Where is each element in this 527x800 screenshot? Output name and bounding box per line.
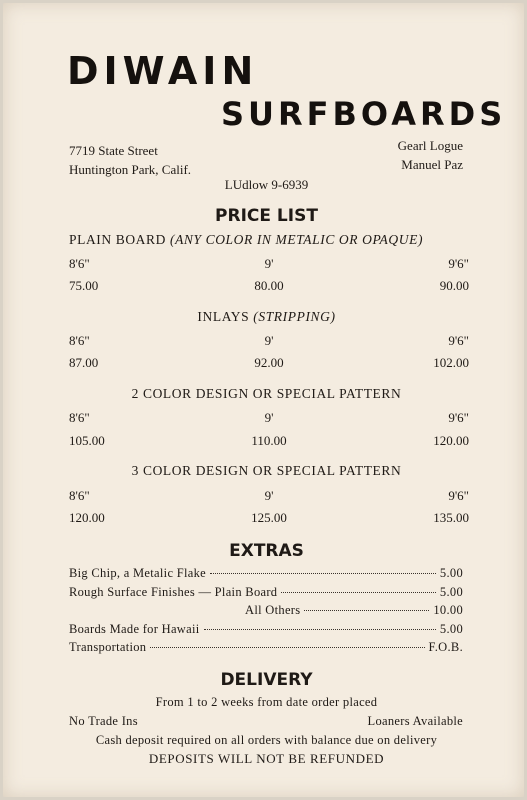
section-title-2-color: 2 COLOR DESIGN OR SPECIAL PATTERN xyxy=(131,386,402,401)
no-trade-ins: No Trade Ins xyxy=(69,714,138,728)
sizes-row-plain-board: 8'6" 9' 9'6" xyxy=(69,256,469,271)
owner-names xyxy=(398,136,463,174)
loaners-available: Loaners Available xyxy=(367,714,463,728)
deposit-note: Cash deposit required on all orders with balance due on delivery xyxy=(95,733,438,747)
refund-note: DEPOSITS WILL NOT BE REFUNDED xyxy=(148,751,385,766)
section-title-inlays: INLAYS (STRIPPING) xyxy=(197,309,336,324)
brand-name: DIWAIN xyxy=(67,49,259,93)
phone-number: LUdlow 9-6939 xyxy=(224,177,309,192)
extra-item: Boards Made for Hawaii 5.00 xyxy=(69,622,463,636)
prices-row-plain-board: 75.00 80.00 90.00 xyxy=(69,278,469,293)
price-list-card xyxy=(3,3,524,797)
extra-item: Transportation F.O.B. xyxy=(69,640,463,654)
address-city: Huntington Park, Calif. xyxy=(69,162,192,177)
address-street: 7719 State Street xyxy=(69,143,158,158)
sizes-row-2-color: 8'6" 9' 9'6" xyxy=(69,410,469,425)
extra-item: All Others 10.00 xyxy=(245,603,463,617)
extra-item: Big Chip, a Metalic Flake 5.00 xyxy=(69,566,463,580)
sizes-row-3-color: 8'6" 9' 9'6" xyxy=(69,488,469,503)
price-list-title: PRICE LIST xyxy=(215,206,318,226)
prices-row-2-color: 105.00 110.00 120.00 xyxy=(69,433,469,448)
section-title-plain-board: PLAIN BOARD (ANY COLOR IN METALIC OR OPAQUE) xyxy=(69,232,424,247)
extra-item: Rough Surface Finishes — Plain Board 5.00 xyxy=(69,585,463,599)
owner-name-1: Gearl Logue xyxy=(397,138,463,153)
delivery-title: DELIVERY xyxy=(220,670,313,690)
prices-row-3-color: 120.00 125.00 135.00 xyxy=(69,510,469,525)
sizes-row-inlays: 8'6" 9' 9'6" xyxy=(69,333,469,348)
section-title-3-color: 3 COLOR DESIGN OR SPECIAL PATTERN xyxy=(131,463,402,478)
owner-name-2: Manuel Paz xyxy=(401,157,463,172)
delivery-timeframe: From 1 to 2 weeks from date order placed xyxy=(155,695,378,709)
prices-row-inlays: 87.00 92.00 102.00 xyxy=(69,355,469,370)
extras-title: EXTRAS xyxy=(229,541,304,561)
address xyxy=(69,141,191,179)
brand-subtitle: SURFBOARDS xyxy=(221,95,507,133)
